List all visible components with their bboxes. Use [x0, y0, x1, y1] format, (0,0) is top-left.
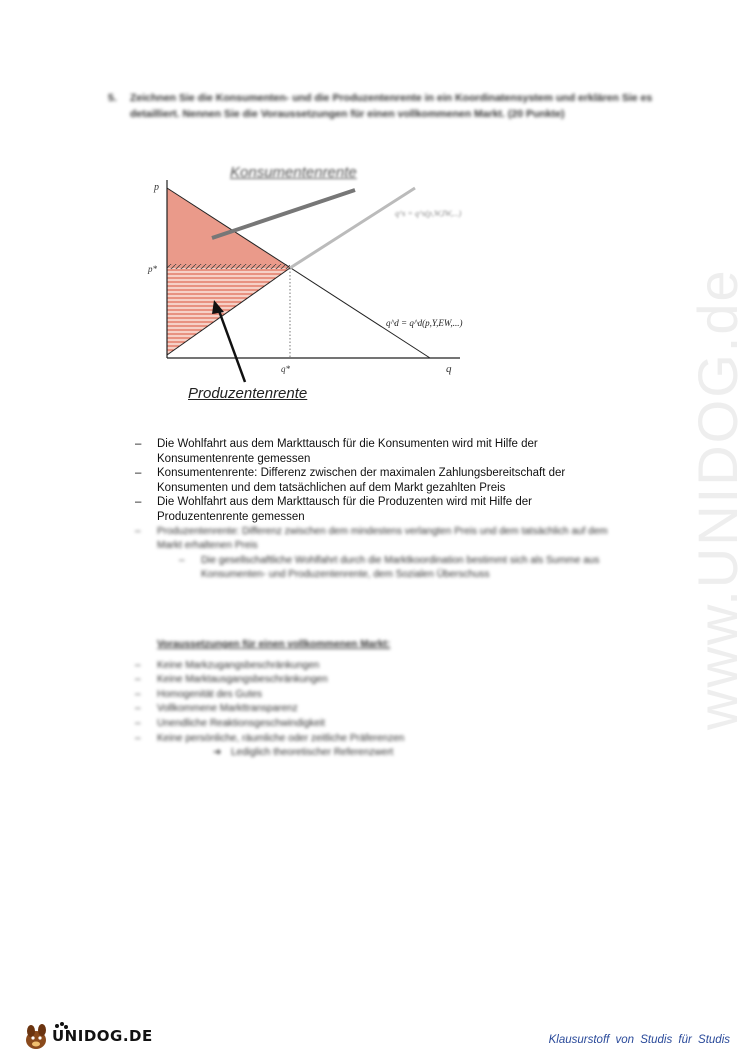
requirement-item — [135, 673, 615, 688]
requirement-item — [135, 688, 615, 703]
requirement-text: Homogenität des Gutes — [157, 688, 263, 700]
p-star-label: p* — [148, 264, 157, 274]
list-item — [135, 466, 625, 495]
list-item — [135, 525, 625, 554]
question-text: Zeichnen Sie die Konsumenten- und die Produzentenrente in ein Koordinatensystem und erklären Sie es detailliert. Nennen Sie die Voraussetzungen für einen vollkommenen Markt. (20 Punkte) — [130, 92, 653, 120]
dash-bullet: – — [179, 554, 185, 566]
q-star-label: q* — [281, 364, 290, 374]
logo-text: UNIDOG.DE — [52, 1027, 153, 1045]
requirement-item — [135, 732, 615, 747]
supply-curve-upper — [290, 188, 415, 268]
demand-curve-label: q^d = q^d(p,Y,EW,...) — [386, 318, 463, 328]
dash-bullet: – — [135, 717, 141, 729]
list-item-text: Die Wohlfahrt aus dem Markttausch für die Produzenten wird mit Hilfe der Produzentenrente gemessen — [157, 496, 532, 523]
surplus-diagram — [140, 160, 500, 420]
conclusion-text: Lediglich theoretischer Referenzwert — [231, 747, 394, 759]
list-item-text: Die Wohlfahrt aus dem Markttausch für die Konsumenten wird mit Hilfe der Konsumentenrente gemessen — [157, 438, 538, 465]
requirement-text: Keine Marktausgangsbeschränkungen — [157, 674, 328, 686]
x-axis-label: q — [446, 363, 452, 375]
dash-bullet: – — [135, 467, 142, 480]
dash-bullet: – — [135, 688, 141, 700]
list-item — [135, 437, 625, 466]
dash-bullet: – — [135, 703, 141, 715]
supply-curve-label: q^s = q^s(p,W,IW,...) — [395, 209, 462, 218]
requirement-text: Keine persönliche, räumliche oder zeitliche Präferenzen — [157, 732, 405, 744]
requirements-title: Voraussetzungen für einen vollkommenen Markt: — [157, 639, 391, 650]
question-number: 5. — [108, 92, 117, 104]
list-item-text: Konsumentenrente: Differenz zwischen der maximalen Zahlungsbereitschaft der Konsumenten und dem tatsächlichen auf dem Markt gezahlten Preis — [157, 467, 566, 494]
question-block — [108, 90, 668, 122]
requirements-section — [135, 638, 615, 761]
list-item — [135, 495, 625, 524]
dash-bullet: – — [135, 496, 142, 509]
producer-surplus-pointer — [218, 308, 245, 382]
arrow-bullet-icon: ➜ — [213, 747, 222, 759]
dash-bullet: – — [135, 732, 141, 744]
list-item-text: Produzentenrente: Differenz zwischen dem mindestens verlangten Preis und dem tatsächlich auf dem Markt erhaltenen Preis — [157, 525, 608, 552]
surplus-diagram-svg — [140, 160, 500, 420]
explanation-list — [135, 437, 625, 583]
list-subitem-text: Die gesellschaftliche Wohlfahrt durch die Marktkoordination bestimmt sich als Summe aus Konsumenten- und Produzentenrente, dem Sozialen Überschuss — [201, 554, 600, 581]
price-band — [167, 264, 290, 269]
requirement-text: Unendliche Reaktionsgeschwindigkeit — [157, 717, 325, 729]
dash-bullet: – — [135, 525, 141, 537]
dash-bullet: – — [135, 674, 141, 686]
requirement-item — [135, 659, 615, 674]
requirements-conclusion — [135, 746, 615, 761]
dash-bullet: – — [135, 438, 142, 450]
footer-slogan: Klausurstoff von Studis für Studis — [548, 1034, 730, 1046]
consumer-surplus-pointer — [212, 190, 355, 238]
requirement-text: Keine Markzugangsbeschränkungen — [157, 659, 320, 671]
y-axis-label: p — [154, 182, 159, 193]
watermark: www.UNIDOG.de — [686, 268, 749, 730]
producer-surplus-label: Produzentenrente — [188, 385, 308, 402]
list-subitem — [135, 554, 625, 583]
consumer-surplus-label: Konsumentenrente — [230, 164, 357, 181]
requirement-item — [135, 717, 615, 732]
requirement-text: Vollkommene Markttransparenz — [157, 703, 298, 715]
dash-bullet: – — [135, 659, 141, 671]
requirement-item — [135, 702, 615, 717]
